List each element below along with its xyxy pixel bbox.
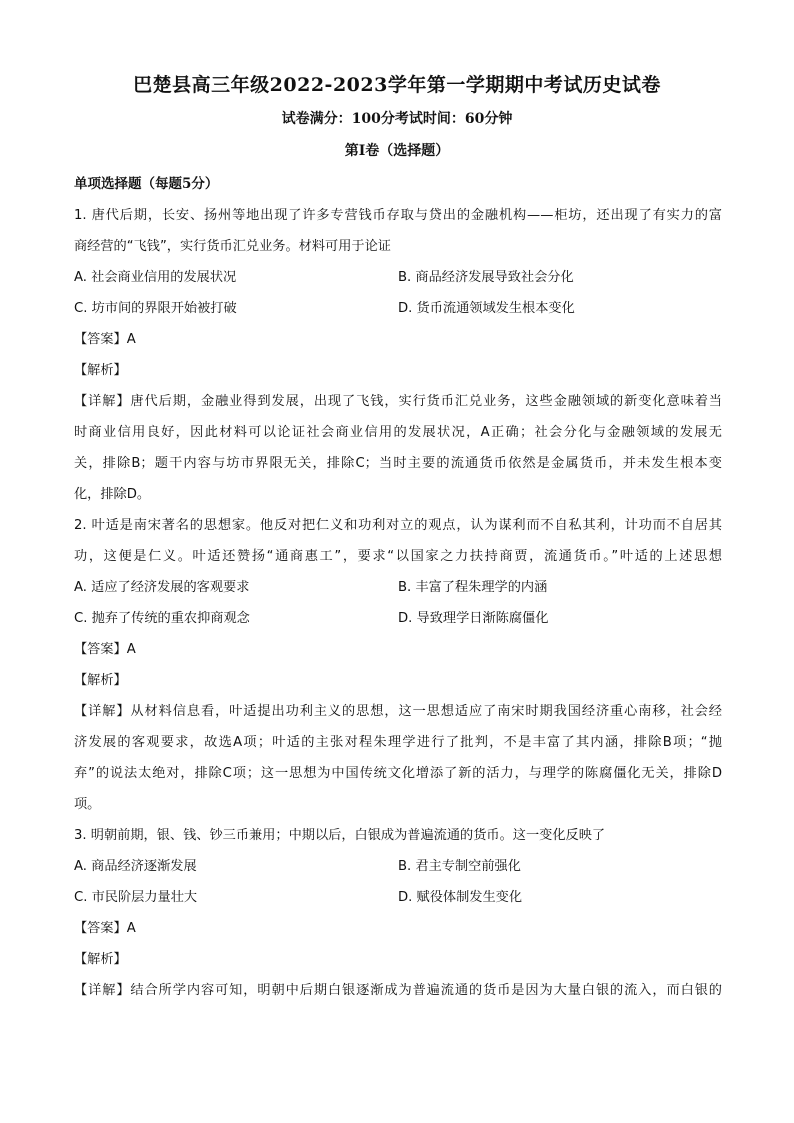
questions-body <box>74 200 722 1006</box>
question-2-option-d: D. 导致理学日渐陈腐僵化 <box>398 611 549 626</box>
question-3-stem-line-1: 3. 明朝前期，银、钱、钞三币兼用；中期以后，白银成为普遍流通的货币。这一变化反映了 <box>74 828 606 843</box>
question-1-options-row-2 <box>74 293 722 324</box>
question-3-option-c: C. 市民阶层力量壮大 <box>74 890 198 905</box>
question-1-detail-line-2: 时商业信用良好，因此材料可以论证社会商业信用的发展状况，A正确；社会分化与金融领域的发展无 <box>74 425 722 440</box>
question-1-detail-line-4: 化，排除D。 <box>74 487 151 502</box>
question-3-answer: 【答案】A <box>74 921 136 936</box>
question-3-detail-line-1: 【详解】结合所学内容可知，明朝中后期白银逐渐成为普遍流通的货币是因为大量白银的流入，而白银的 <box>74 983 722 998</box>
question-2-detail-line-4: 项。 <box>74 797 101 812</box>
question-3-analysis-label: 【解析】 <box>74 952 127 967</box>
question-2-detail-line-1: 【详解】从材料信息看，叶适提出功利主义的思想，这一思想适应了南宋时期我国经济重心南移，社会经 <box>74 704 722 719</box>
exam-title: 巴楚县高三年级2022-2023学年第一学期期中考试历史试卷 <box>133 74 661 96</box>
question-1-analysis-label: 【解析】 <box>74 363 127 378</box>
question-2-option-c: C. 抛弃了传统的重农抑商观念 <box>74 611 250 626</box>
question-1-detail-line-3: 关，排除B；题干内容与坊市界限无关，排除C；当时主要的流通货币依然是金属货币，并未发生根本变 <box>74 456 722 471</box>
question-3-option-b: B. 君主专制空前强化 <box>398 859 521 874</box>
question-1-detail-line-1: 【详解】唐代后期，金融业得到发展，出现了飞钱，实行货币汇兑业务，这些金融领域的新变化意味着当 <box>74 394 722 409</box>
question-2-answer: 【答案】A <box>74 642 136 657</box>
question-3-options-row-1 <box>74 851 722 882</box>
question-3-option-d: D. 赋役体制发生变化 <box>398 890 523 905</box>
question-2-options-row-2 <box>74 603 722 634</box>
question-1-stem-line-2: 商经营的“飞钱”，实行货币汇兑业务。材料可用于论证 <box>74 239 391 254</box>
question-2-stem-line-1: 2. 叶适是南宋著名的思想家。他反对把仁义和功利对立的观点，认为谋利而不自私其利，计功而不自居其 <box>74 518 722 533</box>
question-2-stem-line-2: 功，这便是仁义。叶适还赞扬“通商惠工”，要求“以国家之力扶持商贾，流通货币。”叶适的上述思想 <box>74 549 722 564</box>
question-2-option-a: A. 适应了经济发展的客观要求 <box>74 580 250 595</box>
volume-heading: 第Ⅰ卷（选择题） <box>344 143 450 159</box>
question-1-option-a: A. 社会商业信用的发展状况 <box>74 270 237 285</box>
question-1-answer: 【答案】A <box>74 332 136 347</box>
question-3-option-a: A. 商品经济逐渐发展 <box>74 859 197 874</box>
section-heading: 单项选择题（每题5分） <box>74 176 219 192</box>
question-3-options-row-2 <box>74 882 722 913</box>
question-2-detail-line-2: 济发展的客观要求，故选A项；叶适的主张对程朱理学进行了批判，不是丰富了其内涵，排除B项；“抛 <box>74 735 722 750</box>
question-2-detail-line-3: 弃”的说法太绝对，排除C项；这一思想为中国传统文化增添了新的活力，与理学的陈腐僵化无关，排除D <box>74 766 722 781</box>
exam-subtitle: 试卷满分：100分考试时间：60分钟 <box>281 111 513 127</box>
question-1-options-row-1 <box>74 262 722 293</box>
question-1-stem-line-1: 1. 唐代后期，长安、扬州等地出现了许多专营钱币存取与贷出的金融机构——柜坊，还出现了有实力的富 <box>74 208 722 223</box>
question-1-option-b: B. 商品经济发展导致社会分化 <box>398 270 574 285</box>
question-1-option-c: C. 坊市间的界限开始被打破 <box>74 301 237 316</box>
question-2-options-row-1 <box>74 572 722 603</box>
question-1-option-d: D. 货币流通领域发生根本变化 <box>398 301 575 316</box>
question-2-analysis-label: 【解析】 <box>74 673 127 688</box>
question-2-option-b: B. 丰富了程朱理学的内涵 <box>398 580 548 595</box>
